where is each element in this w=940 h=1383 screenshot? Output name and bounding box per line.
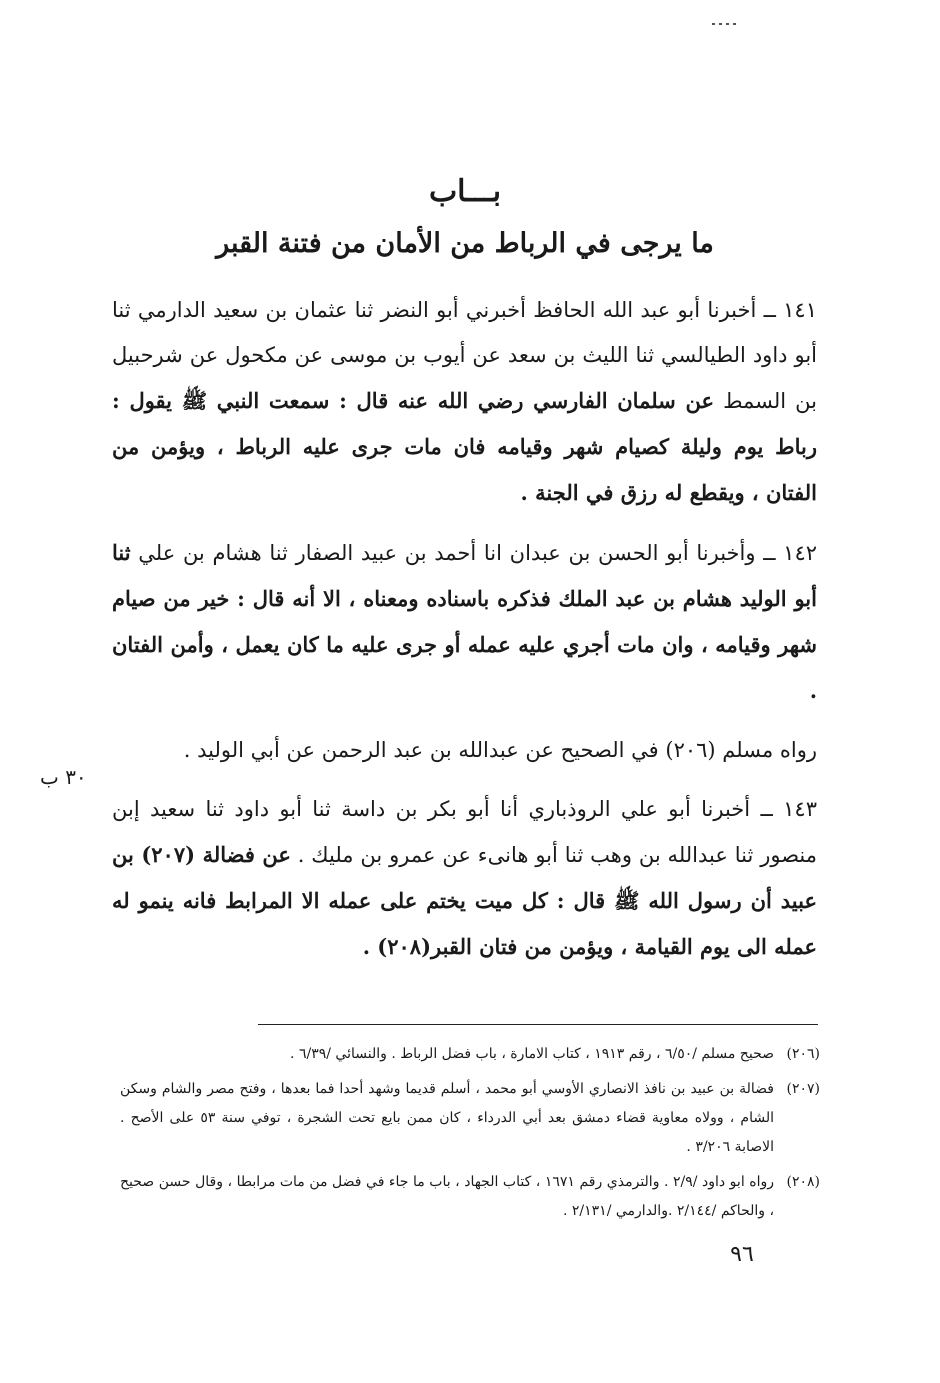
- footnote-207: [120, 1075, 820, 1162]
- footnote-text: رواه ابو داود /٢/٩ . والترمذي رقم ١٦٧١ ، كتاب الجهاد ، باب ما جاء في فضل من مات مرابطا ، وقال حسن صحيح ، والحاكم /٢/١٤٤ .والدارمي /٢/١٣١ .: [120, 1174, 774, 1219]
- narration-note: [112, 728, 817, 773]
- hadith-143: [112, 787, 817, 970]
- footnote-number: (٢٠٨): [786, 1174, 820, 1190]
- page-number: ٩٦: [730, 1242, 754, 1267]
- hadith-number: ١٤٣ ــ: [760, 797, 817, 821]
- main-text: [112, 288, 817, 984]
- footnote-divider: [258, 1024, 818, 1025]
- footnote-206: [120, 1040, 820, 1069]
- hadith-number: ١٤٢ ــ: [763, 541, 818, 565]
- hadith-141: [112, 288, 817, 516]
- hadith-number: ١٤١ ــ: [763, 298, 817, 322]
- footnote-208: [120, 1168, 820, 1226]
- hadith-text: عن فضالة (٢٠٧) بن عبيد أن رسول الله ﷺ قال : كل ميت يختم على عمله الا المرابط فانه ينمو له عمله الى يوم القيامة ، ويؤمن من فتان القبر(٢٠٨) .: [112, 842, 817, 959]
- hadith-chain: وأخبرنا أبو الحسن بن عبدان انا أحمد بن عبيد الصفار ثنا هشام بن علي: [138, 541, 756, 565]
- footnote-number: (٢٠٧): [786, 1081, 820, 1097]
- narration-text: رواه مسلم (٢٠٦) في الصحيح عن عبدالله بن عبد الرحمن عن أبي الوليد .: [183, 738, 817, 762]
- manuscript-folio-marker: ٣٠ ب: [40, 765, 87, 789]
- hadith-text: عن سلمان الفارسي رضي الله عنه قال : سمعت النبي ﷺ يقول : رباط يوم وليلة كصيام شهر وقيامه فان مات جرى عليه الرباط ، ويؤمن من الفتان ، ويقطع له رزق في الجنة .: [112, 388, 817, 505]
- hadith-142: [112, 530, 817, 714]
- footnote-text: صحيح مسلم /٦/٥٠ ، رقم ١٩١٣ ، كتاب الامارة ، باب فضل الرباط . والنسائي /٦/٣٩ .: [290, 1046, 774, 1062]
- footnotes: [120, 1040, 820, 1232]
- chapter-title: بـــاب: [428, 174, 502, 209]
- footnote-text: فضالة بن عبيد بن نافذ الانصاري الأوسي أبو محمد ، أسلم قديما وشهد أحدا فما بعدها ، وفتح مصر والشام وسكن الشام ، وولاه معاوية قضاء دمشق بعد أبي الدرداء ، كان ممن بايع تحت الشجرة ، توفي سنة ٥٣ على الأصح . الاصابة ٣/٢٠٦ .: [120, 1081, 774, 1155]
- scan-artifact: [712, 10, 752, 13]
- footnote-number: (٢٠٦): [786, 1046, 820, 1062]
- chapter-subtitle: ما يرجى في الرباط من الأمان من فتنة القبر: [216, 228, 714, 259]
- hadith-text: ثنا أبو الوليد هشام بن عبد الملك فذكره باسناده ومعناه ، الا أنه قال : خير من صيام شهر وقيامه ، وان مات أجري عليه عمله أو جرى عليه ما كان يعمل ، وأمن الفتان .: [112, 540, 817, 703]
- hadith-chain: أخبرنا أبو عبد الله الحافظ أخبرني أبو النضر ثنا عثمان بن سعيد الدارمي ثنا أبو داود الطيالسي ثنا الليث بن سعد عن أيوب بن موسى عن مكحول عن شرحبيل بن السمط: [112, 298, 817, 413]
- chapter-heading: [110, 172, 820, 264]
- hadith-chain: أخبرنا أبو علي الروذباري أنا أبو بكر بن داسة ثنا أبو داود ثنا سعيد إبن منصور ثنا عبدالله بن وهب ثنا أبو هانىء عن عمرو بن مليك .: [112, 797, 817, 867]
